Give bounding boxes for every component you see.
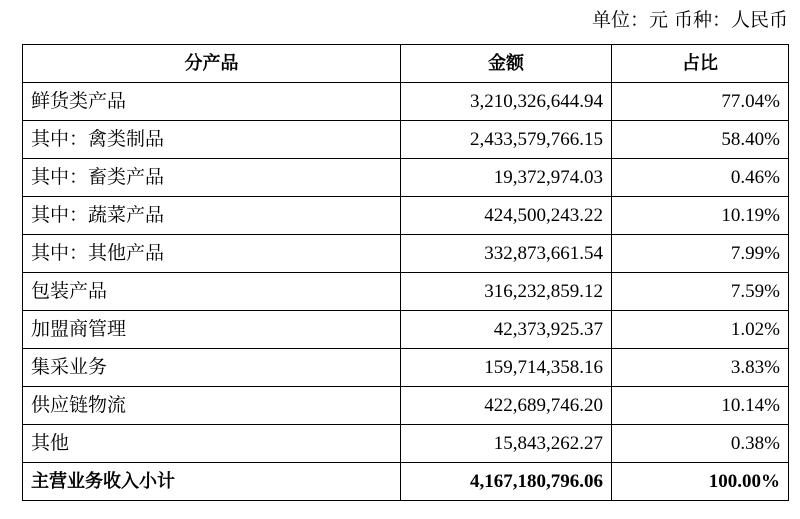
row-ratio: 7.99% xyxy=(612,235,789,273)
row-product-name: 其中：禽类制品 xyxy=(23,121,401,159)
row-product-name: 其中：蔬菜产品 xyxy=(23,197,401,235)
total-amount: 4,167,180,796.06 xyxy=(401,463,612,501)
row-amount: 424,500,243.22 xyxy=(401,197,612,235)
total-ratio: 100.00% xyxy=(612,463,789,501)
row-ratio: 0.38% xyxy=(612,425,789,463)
row-ratio: 0.46% xyxy=(612,159,789,197)
row-product-name: 供应链物流 xyxy=(23,387,401,425)
row-ratio: 3.83% xyxy=(612,349,789,387)
table-row xyxy=(23,273,789,311)
row-product-name: 其他 xyxy=(23,425,401,463)
row-ratio: 1.02% xyxy=(612,311,789,349)
row-amount: 3,210,326,644.94 xyxy=(401,83,612,121)
row-amount: 42,373,925.37 xyxy=(401,311,612,349)
row-amount: 159,714,358.16 xyxy=(401,349,612,387)
row-amount: 2,433,579,766.15 xyxy=(401,121,612,159)
table-row xyxy=(23,121,789,159)
row-product-name: 其中：畜类产品 xyxy=(23,159,401,197)
header-product: 分产品 xyxy=(23,45,401,83)
table-header-row xyxy=(23,45,789,83)
table-row xyxy=(23,425,789,463)
table-row xyxy=(23,197,789,235)
row-product-name: 集采业务 xyxy=(23,349,401,387)
row-product-name: 鲜货类产品 xyxy=(23,83,401,121)
unit-currency-label: 单位：元 币种：人民币 xyxy=(591,9,788,31)
table-row xyxy=(23,83,789,121)
row-ratio: 10.14% xyxy=(612,387,789,425)
row-ratio: 7.59% xyxy=(612,273,789,311)
revenue-by-product-table xyxy=(22,44,789,501)
table-total-row xyxy=(23,463,789,501)
header-ratio: 占比 xyxy=(612,45,789,83)
table-row xyxy=(23,349,789,387)
row-ratio: 77.04% xyxy=(612,83,789,121)
table-row xyxy=(23,159,789,197)
row-amount: 15,843,262.27 xyxy=(401,425,612,463)
total-label: 主营业务收入小计 xyxy=(23,463,401,501)
row-amount: 19,372,974.03 xyxy=(401,159,612,197)
table-row xyxy=(23,311,789,349)
table-row xyxy=(23,387,789,425)
row-amount: 422,689,746.20 xyxy=(401,387,612,425)
header-amount: 金额 xyxy=(401,45,612,83)
row-amount: 332,873,661.54 xyxy=(401,235,612,273)
row-amount: 316,232,859.12 xyxy=(401,273,612,311)
row-ratio: 58.40% xyxy=(612,121,789,159)
table-row xyxy=(23,235,789,273)
row-product-name: 包装产品 xyxy=(23,273,401,311)
row-product-name: 加盟商管理 xyxy=(23,311,401,349)
row-product-name: 其中：其他产品 xyxy=(23,235,401,273)
row-ratio: 10.19% xyxy=(612,197,789,235)
